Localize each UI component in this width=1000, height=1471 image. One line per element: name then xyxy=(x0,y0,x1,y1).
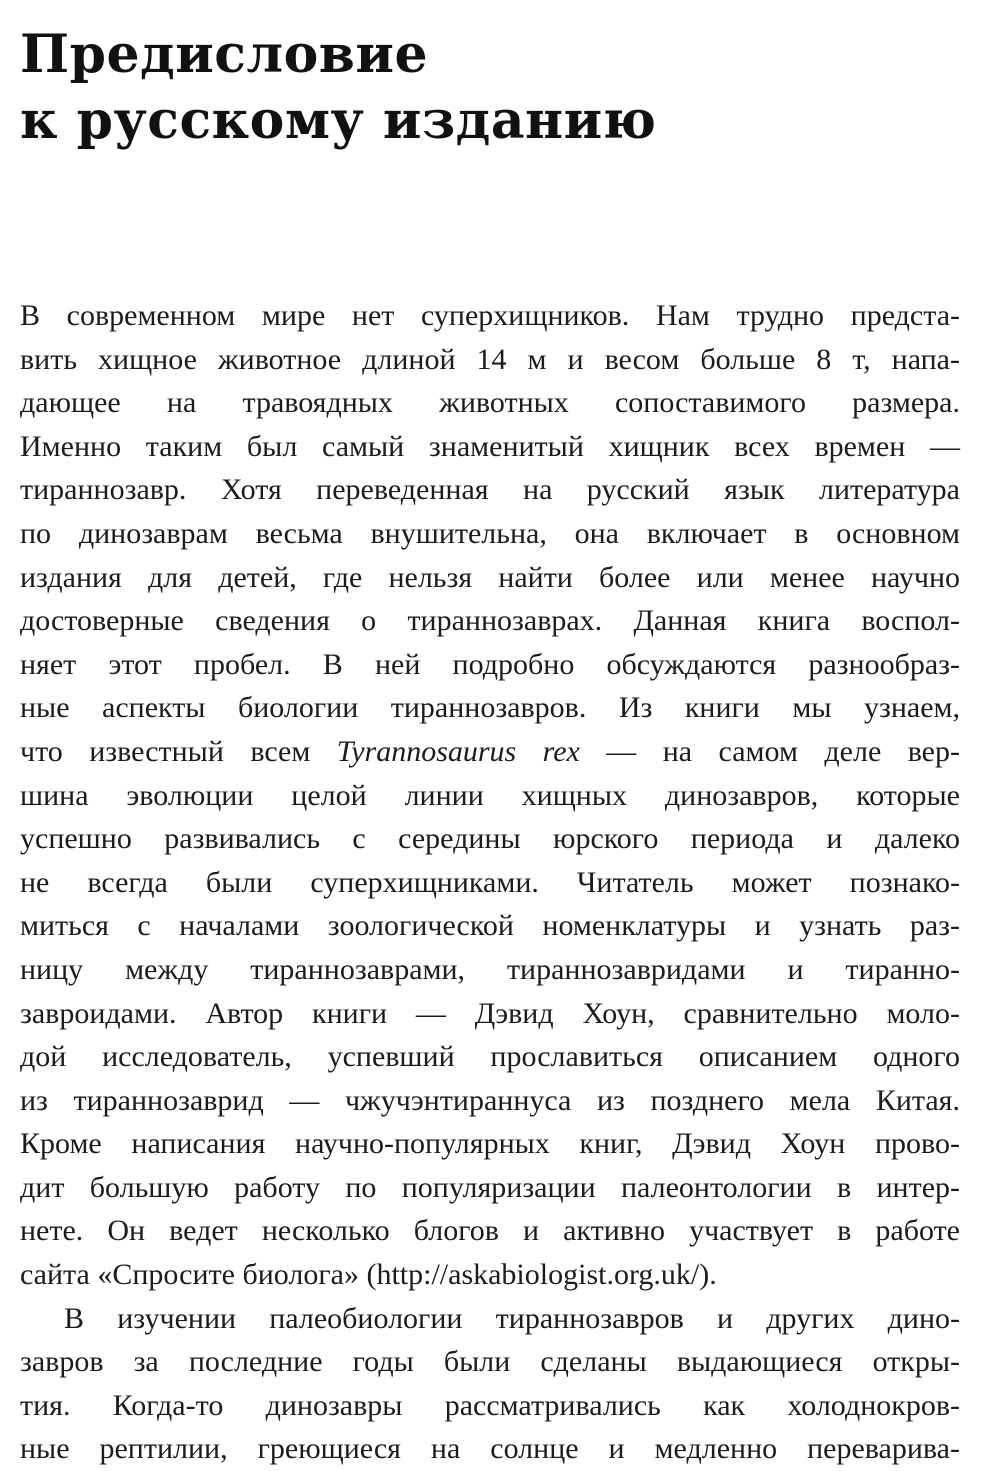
text-line: В изучении палеобиологии тираннозавров и других дино- xyxy=(64,1301,960,1335)
text-line: не всегда были суперхищниками. Читатель может познако- xyxy=(20,865,960,899)
text-line: завроидами. Автор книги — Дэвид Хоун, сравнительно моло- xyxy=(20,996,960,1030)
paragraph-1 xyxy=(20,294,960,1297)
title-line-2: к русскому изданию xyxy=(20,90,657,151)
text-line: ные рептилии, греющиеся на солнце и медленно переварива- xyxy=(20,1432,960,1466)
text-line: дит большую работу по популяризации палеонтологии в интер- xyxy=(20,1170,960,1204)
text-line: миться с началами зоологической номенклатуры и узнать раз- xyxy=(20,909,960,943)
text-line: из тираннозаврид — чжучэнтираннуса из позднего мела Китая. xyxy=(20,1083,960,1117)
text-line: вить хищное животное длиной 14 м и весом больше 8 т, напа- xyxy=(20,342,960,376)
paragraph-2 xyxy=(20,1297,960,1471)
text-line: завров за последние годы были сделаны выдающиеся откры- xyxy=(20,1345,960,1379)
page-title xyxy=(20,22,656,154)
text-line: успешно развивались с середины юрского периода и далеко xyxy=(20,822,960,856)
text-line: по динозаврам весьма внушительна, она включает в основном xyxy=(20,516,960,550)
text-line: тия. Когда-то динозавры рассматривались как холоднокров- xyxy=(20,1388,960,1422)
text-fragment: что известный всем xyxy=(20,734,337,768)
text-line: сайта «Спросите биолога» (http://askabiologist.org.uk/). xyxy=(20,1258,717,1292)
text-line: Именно таким был самый знаменитый хищник всех времен — xyxy=(20,429,960,463)
text-line: ницу между тираннозаврами, тираннозавридами и тиранно- xyxy=(20,952,960,986)
text-fragment: — на самом деле вер- xyxy=(579,734,960,768)
text-line: достоверные сведения о тираннозаврах. Данная книга воспол- xyxy=(20,604,960,638)
text-line: няет этот пробел. В ней подробно обсуждаются разнообраз- xyxy=(20,647,960,681)
text-line: нете. Он ведет несколько блогов и активно участвует в работе xyxy=(20,1214,960,1248)
text-line: издания для детей, где нельзя найти более или менее научно xyxy=(20,560,960,594)
text-line: тираннозавр. Хотя переведенная на русский язык литература xyxy=(20,473,960,507)
text-line: Кроме написания научно-популярных книг, Дэвид Хоун прово- xyxy=(20,1127,960,1161)
text-line: В современном мире нет суперхищников. Нам трудно предста- xyxy=(20,299,960,332)
text-line: дающее на травоядных животных сопоставимого размера. xyxy=(20,386,960,420)
text-line: дой исследователь, успевший прославиться описанием одного xyxy=(20,1040,960,1074)
title-line-1: Предисловие xyxy=(20,24,429,85)
body-text xyxy=(20,294,960,1471)
text-line: шина эволюции целой линии хищных динозавров, которые xyxy=(20,778,960,812)
text-line-with-italic xyxy=(20,730,960,774)
species-name: Tyrannosaurus rex xyxy=(336,734,580,768)
text-line: ные аспекты биологии тираннозавров. Из книги мы узнаем, xyxy=(20,691,960,725)
